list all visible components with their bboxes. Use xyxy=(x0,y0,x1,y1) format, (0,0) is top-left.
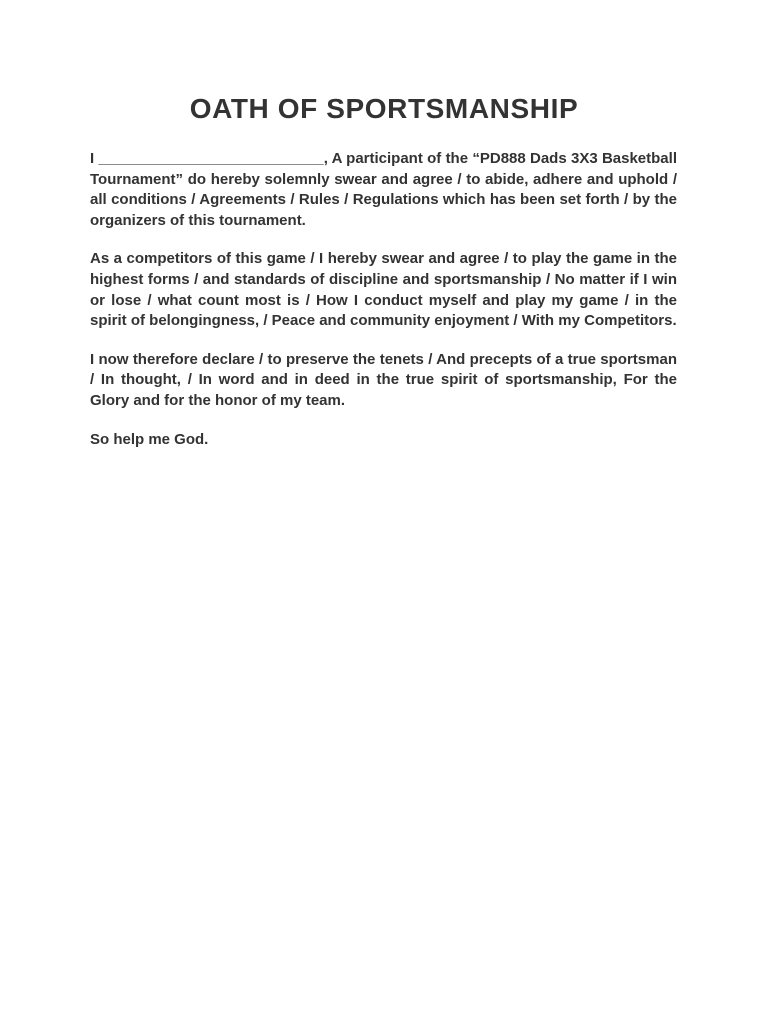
document-body xyxy=(90,149,677,468)
paragraph-participant-pledge: I ___________________________, A participant of the “PD888 Dads 3X3 Basketball Tournament” do hereby solemnly swear and agree / to abide, adhere and uphold / all conditions / Agreements / Rules / Regulations which has been set forth / by the organizers of this tournament. xyxy=(90,150,677,229)
paragraph-competitor-pledge: As a competitors of this game / I hereby swear and agree / to play the game in the highest forms / and standards of discipline and sportsmanship / No matter if I win or lose / what count most is / How I conduct myself and play my game / in the spirit of belongingness, / Peace and community enjoyment / With my Competitors. xyxy=(90,250,677,330)
document-title: OATH OF SPORTSMANSHIP xyxy=(189,93,579,124)
paragraph-declaration: I now therefore declare / to preserve the tenets / And precepts of a true sportsman / In thought, / In word and in deed in the true spirit of sportsmanship, For the Glory and for the honor of my team. xyxy=(90,350,677,409)
paragraph-closing: So help me God. xyxy=(90,430,209,448)
